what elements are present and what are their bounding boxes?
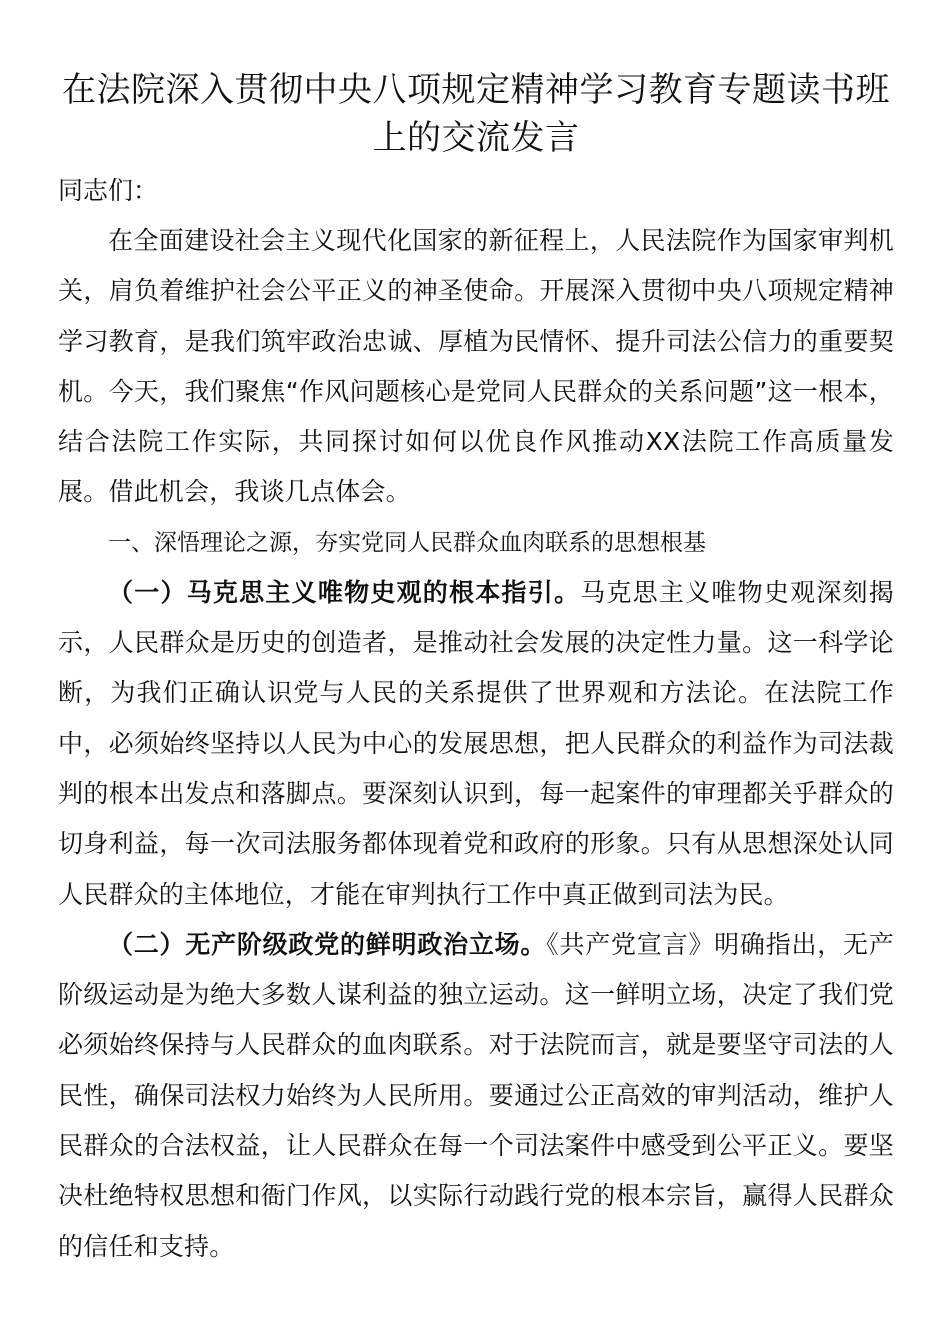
section-1-item-1 [58,568,894,920]
document-page [58,66,894,1272]
document-title: 在法院深入贯彻中央八项规定精神学习教育专题读书班上的交流发言 [62,70,890,158]
intro-paragraph: 在全面建设社会主义现代化国家的新征程上，人民法院作为国家审判机关，肩负着维护社会公平正义的神圣使命。开展深入贯彻中央八项规定精神学习教育，是我们筑牢政治忠诚、厚植为民情怀、提升司法公信力的重要契机。今天，我们聚焦“作风问题核心是党同人民群众的关系问题”这一根本，结合法院工作实际，共同探讨如何以优良作风推动XX法院工作高质量发展。借此机会，我谈几点体会。 [58,226,894,507]
section-1-item-2-lead: （二）无产阶级政党的鲜明政治立场。 [108,929,547,959]
salutation: 同志们： [58,176,159,205]
section-1-heading: 一、深悟理论之源，夯实党同人民群众血肉联系的思想根基 [108,529,706,556]
section-1-item-2-body: 《共产党宣言》明确指出，无产阶级运动是为绝大多数人谋利益的独立运动。这一鲜明立场，决定了我们党必须始终保持与人民群众的血肉联系。对于法院而言，就是要坚守司法的人民性，确保司法权力始终为人民所用。要通过公正高效的审判活动，维护人民群众的合法权益，让人民群众在每一个司法案件中感受到公平正义。要坚决杜绝特权思想和衙门作风，以实际行动践行党的根本宗旨，赢得人民群众的信任和支持。 [58,929,894,1261]
section-1-item-1-body: 马克思主义唯物史观深刻揭示，人民群众是历史的创造者，是推动社会发展的决定性力量。这一科学论断，为我们正确认识党与人民的关系提供了世界观和方法论。在法院工作中，必须始终坚持以人民为中心的发展思想，把人民群众的利益作为司法裁判的根本出发点和落脚点。要深刻认识到，每一起案件的审理都关乎群众的切身利益，每一次司法服务都体现着党和政府的形象。只有从思想深处认同人民群众的主体地位，才能在审判执行工作中真正做到司法为民。 [58,577,894,909]
section-1-item-2 [58,920,894,1272]
section-1-item-1-lead: （一）马克思主义唯物史观的根本指引。 [108,577,581,607]
